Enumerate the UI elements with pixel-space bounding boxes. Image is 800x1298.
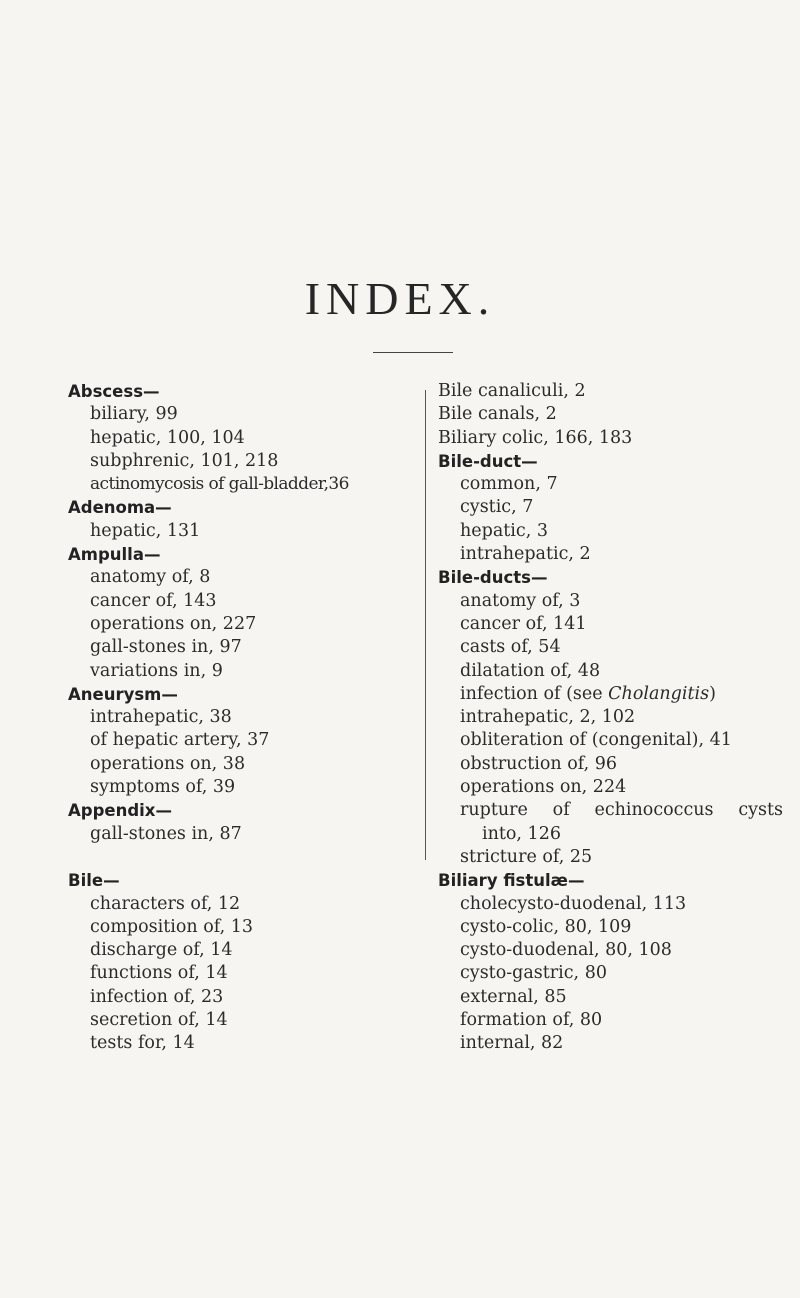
index-subentry: hepatic, 3 (460, 520, 548, 541)
index-subentry: anatomy of, 8 (90, 567, 211, 588)
index-subentry: cystic, 7 (460, 497, 534, 518)
index-column-right (438, 380, 783, 1056)
index-subentry: dilatation of, 48 (460, 660, 601, 681)
index-subentry: cancer of, 141 (460, 613, 587, 634)
index-subentry: hepatic, 131 (90, 520, 201, 541)
index-subentry: secretion of, 14 (90, 1010, 228, 1031)
index-heading: Adenoma— (68, 498, 172, 518)
index-heading: Aneurysm— (68, 684, 178, 704)
index-subentry: obstruction of, 96 (460, 753, 617, 774)
index-subentry: casts of, 54 (460, 637, 561, 658)
index-subentry: internal, 82 (460, 1033, 564, 1054)
index-entry: Bile canaliculi, 2 (438, 381, 586, 401)
index-subentry: biliary, 99 (90, 404, 178, 425)
index-subentry: intrahepatic, 2 (460, 544, 591, 565)
index-subentry: functions of, 14 (90, 963, 228, 984)
index-subentry: cysto-duodenal, 80, 108 (460, 940, 672, 961)
index-subentry: hepatic, 100, 104 (90, 427, 245, 448)
index-heading: Appendix— (68, 801, 172, 821)
index-subentry: intrahepatic, 38 (90, 707, 232, 728)
index-subentry: actinomycosis of gall-bladder,36 (90, 474, 349, 495)
index-subentry: intrahepatic, 2, 102 (460, 707, 636, 728)
index-subentry: gall-stones in, 97 (90, 637, 242, 658)
index-subentry: cysto-colic, 80, 109 (460, 916, 632, 937)
index-subentry: external, 85 (460, 986, 567, 1007)
index-heading: Biliary fistulæ— (438, 871, 585, 891)
index-column-left (68, 380, 418, 1056)
index-subentry: operations on, 38 (90, 753, 246, 774)
index-subentry: subphrenic, 101, 218 (90, 450, 279, 471)
index-subentry: cysto-gastric, 80 (460, 963, 607, 984)
index-subentry: cholecysto-duodenal, 113 (460, 893, 687, 914)
column-divider (425, 390, 426, 860)
index-subentry: anatomy of, 3 (460, 590, 581, 611)
index-subentry: tests for, 14 (90, 1033, 195, 1054)
index-subentry: operations on, 224 (460, 777, 627, 798)
index-subentry: stricture of, 25 (460, 846, 593, 867)
index-subentry: cancer of, 143 (90, 590, 217, 611)
index-subentry: obliteration of (congenital), 41 (460, 730, 732, 751)
spacer (68, 846, 418, 869)
index-subentry: infection of (see Cholangitis) (460, 683, 716, 704)
index-subentry: common, 7 (460, 474, 558, 495)
index-heading: Bile— (68, 871, 120, 891)
index-subentry: infection of, 23 (90, 986, 224, 1007)
index-subentry: discharge of, 14 (90, 940, 233, 961)
page-title: INDEX. (304, 273, 496, 324)
title-rule (373, 352, 453, 353)
index-subentry: of hepatic artery, 37 (90, 730, 270, 751)
index-heading: Ampulla— (68, 545, 161, 565)
index-subentry: variations in, 9 (90, 660, 223, 681)
index-heading: Bile-duct— (438, 451, 538, 471)
index-entry: Bile canals, 2 (438, 404, 557, 425)
index-entry: Biliary colic, 166, 183 (438, 427, 633, 448)
index-subentry-continuation: into, 126 (482, 823, 561, 844)
index-subentry: operations on, 227 (90, 613, 257, 634)
index-subentry: composition of, 13 (90, 916, 254, 937)
index-subentry: formation of, 80 (460, 1010, 603, 1031)
index-subentry: symptoms of, 39 (90, 777, 236, 798)
index-heading: Abscess— (68, 382, 160, 401)
cross-reference: Cholangitis (608, 683, 710, 704)
index-subentry: rupture of echinococcus cysts (460, 800, 783, 821)
index-heading: Bile-ducts— (438, 568, 548, 588)
index-subentry: gall-stones in, 87 (90, 823, 242, 844)
index-subentry: characters of, 12 (90, 893, 241, 914)
